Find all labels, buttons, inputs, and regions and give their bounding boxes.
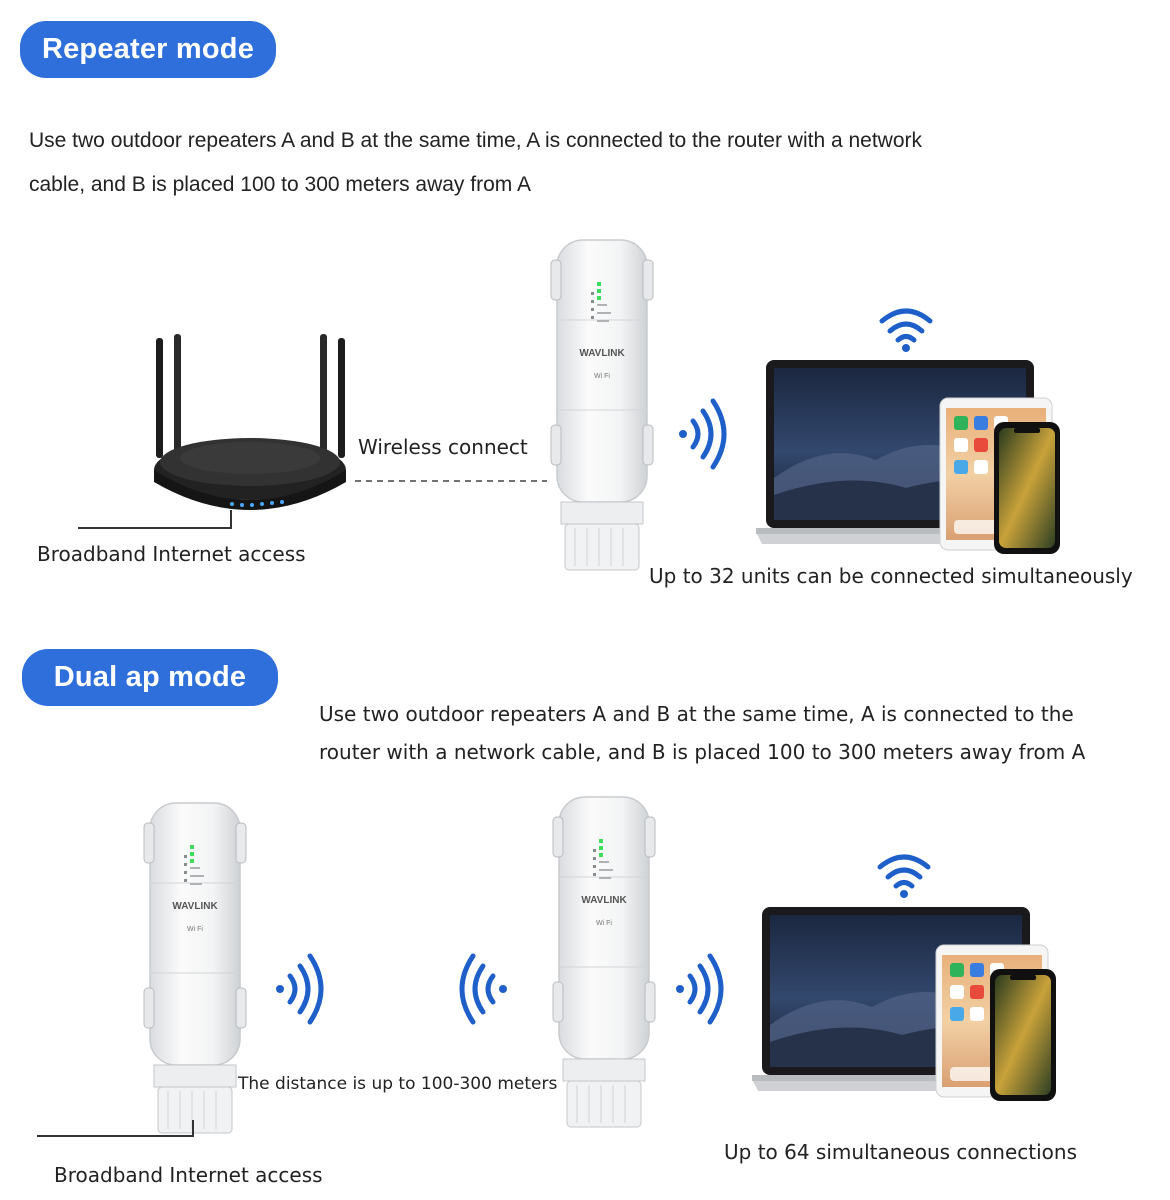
dual-ap-mode-title: Dual ap mode [22,649,278,706]
device-a-wifi-text: Wi Fi [187,926,203,933]
client-devices-image [752,907,1062,1107]
repeater-mode-title: Repeater mode [20,21,276,78]
broadband-cable-drop-2 [192,1120,194,1137]
dual-ap-description-line-1: Use two outdoor repeaters A and B at the same time, A is connected to the [319,702,1074,726]
repeater-b-image [549,797,659,1097]
repeater-description-line-2: cable, and B is placed 100 to 300 meters away from A [29,173,531,196]
repeater-a-image [140,803,250,1133]
radio-wave-right-icon [679,399,727,471]
device-a-brand-text: WAVLINK [172,901,218,912]
wifi-signal-icon [878,307,934,353]
wireless-dashed-line [355,479,555,483]
distance-label: The distance is up to 100-300 meters [238,1074,558,1094]
device-brand-text: WAVLINK [579,348,625,359]
wifi-signal-icon [876,853,932,899]
broadband-cable-line [78,527,232,529]
wireless-connect-label: Wireless connect [358,435,528,459]
device-wifi-text: Wi Fi [594,373,610,380]
device-b-wifi-text: Wi Fi [596,920,612,927]
units-connected-label: Up to 32 units can be connected simultaneously [649,564,1133,588]
radio-wave-right-icon [276,954,324,1026]
broadband-cable-drop [230,510,232,529]
repeater-description-line-1: Use two outdoor repeaters A and B at the same time, A is connected to the router with a network [29,129,923,152]
broadband-internet-label-2: Broadband Internet access [54,1163,323,1187]
dual-ap-description-line-2: router with a network cable, and B is placed 100 to 300 meters away from A [319,740,1086,764]
device-b-brand-text: WAVLINK [581,895,627,906]
simultaneous-connections-label: Up to 64 simultaneous connections [724,1140,1078,1164]
radio-wave-left-icon [459,954,507,1026]
client-devices-image [756,360,1066,560]
router-image [150,334,360,544]
broadband-cable-line-2 [37,1135,194,1137]
radio-wave-right-icon [676,954,724,1026]
repeater-device-image [547,240,657,570]
broadband-internet-label: Broadband Internet access [37,542,306,566]
